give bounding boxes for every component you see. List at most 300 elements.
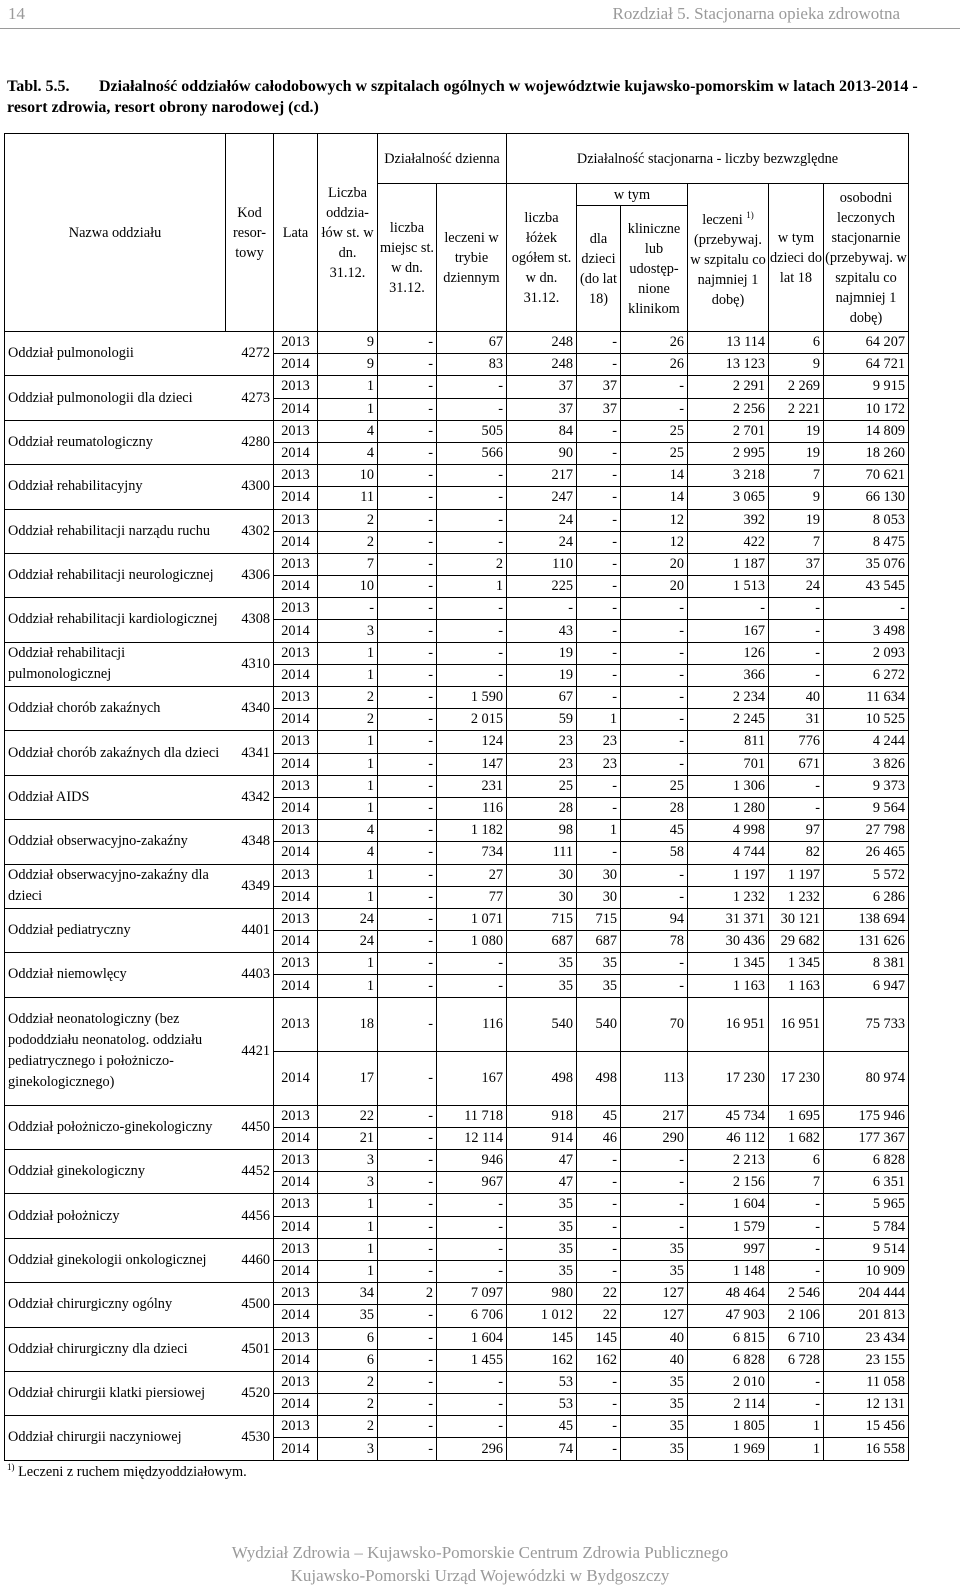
cell-day-places: -	[378, 775, 437, 797]
cell-patient-days: 27 798	[824, 820, 909, 842]
cell-beds-children: -	[577, 687, 621, 709]
cell-beds-clinics: -	[621, 731, 688, 753]
cell-treated: 45 734	[688, 1105, 769, 1127]
cell-treated: 1 604	[688, 1194, 769, 1216]
cell-treated-children: 17 230	[769, 1051, 824, 1105]
cell-day-treated: -	[437, 487, 507, 509]
cell-day-treated: -	[437, 1371, 507, 1393]
cell-treated-children: -	[769, 598, 824, 620]
cell-beds-children: -	[577, 465, 621, 487]
ward-code: 4341	[226, 731, 274, 775]
data-table	[4, 133, 909, 1461]
table-row	[5, 1238, 909, 1260]
cell-treated-children: 40	[769, 687, 824, 709]
ward-code: 4349	[226, 864, 274, 908]
cell-day-treated: 1 080	[437, 931, 507, 953]
cell-ward-count: 24	[318, 931, 378, 953]
cell-day-treated: 1 071	[437, 908, 507, 930]
cell-patient-days: 8 381	[824, 953, 909, 975]
cell-beds-total: 498	[507, 1051, 577, 1105]
cell-patient-days: 6 286	[824, 886, 909, 908]
cell-beds-children: 22	[577, 1283, 621, 1305]
cell-patient-days: 23 155	[824, 1349, 909, 1371]
cell-beds-children: 498	[577, 1051, 621, 1105]
cell-beds-clinics: 20	[621, 576, 688, 598]
cell-beds-total: 19	[507, 642, 577, 664]
cell-patient-days: 4 244	[824, 731, 909, 753]
cell-beds-clinics: -	[621, 398, 688, 420]
cell-patient-days: 64 721	[824, 354, 909, 376]
cell-treated: 1 280	[688, 797, 769, 819]
cell-beds-clinics: 26	[621, 354, 688, 376]
cell-day-places: -	[378, 842, 437, 864]
table-row	[5, 687, 909, 709]
cell-treated-children: 6	[769, 1150, 824, 1172]
cell-year: 2014	[274, 1394, 318, 1416]
cell-patient-days: 2 093	[824, 642, 909, 664]
cell-patient-days: 5 965	[824, 1194, 909, 1216]
cell-year: 2013	[274, 908, 318, 930]
cell-beds-clinics: -	[621, 753, 688, 775]
cell-treated-children: 19	[769, 420, 824, 442]
cell-beds-total: 248	[507, 332, 577, 354]
table-row	[5, 1283, 909, 1305]
cell-ward-count: 21	[318, 1127, 378, 1149]
cell-patient-days: -	[824, 598, 909, 620]
cell-treated-children: 2 106	[769, 1305, 824, 1327]
cell-year: 2014	[274, 442, 318, 464]
cell-beds-children: 37	[577, 398, 621, 420]
table-row	[5, 864, 909, 886]
cell-treated: 2 291	[688, 376, 769, 398]
ward-code: 4302	[226, 509, 274, 553]
cell-patient-days: 70 621	[824, 465, 909, 487]
cell-patient-days: 10 172	[824, 398, 909, 420]
cell-day-places: -	[378, 332, 437, 354]
ward-code: 4401	[226, 908, 274, 952]
cell-treated: 13 114	[688, 332, 769, 354]
cell-day-treated: -	[437, 1194, 507, 1216]
cell-treated-children: 1	[769, 1438, 824, 1460]
table-row	[5, 598, 909, 620]
cell-patient-days: 138 694	[824, 908, 909, 930]
table-row	[5, 465, 909, 487]
cell-patient-days: 64 207	[824, 332, 909, 354]
ward-name: Oddział rehabilitacji neurologicznej	[5, 553, 226, 597]
cell-ward-count: 1	[318, 864, 378, 886]
chapter-title: Rozdział 5. Stacjonarna opieka zdrowotna	[612, 4, 900, 23]
cell-beds-clinics: 127	[621, 1305, 688, 1327]
cell-patient-days: 6 272	[824, 664, 909, 686]
cell-beds-children: -	[577, 1260, 621, 1282]
cell-beds-clinics: -	[621, 1150, 688, 1172]
table-body	[5, 332, 909, 1461]
cell-treated: 6 815	[688, 1327, 769, 1349]
cell-treated: 1 197	[688, 864, 769, 886]
cell-patient-days: 204 444	[824, 1283, 909, 1305]
cell-treated-children: 6 710	[769, 1327, 824, 1349]
cell-beds-total: 67	[507, 687, 577, 709]
table-row	[5, 642, 909, 664]
cell-beds-clinics: 113	[621, 1051, 688, 1105]
cell-treated-children: 37	[769, 553, 824, 575]
cell-beds-total: 47	[507, 1150, 577, 1172]
cell-beds-clinics: 45	[621, 820, 688, 842]
footer-line-1: Wydział Zdrowia – Kujawsko-Pomorskie Centrum Zdrowia Publicznego	[231, 1543, 729, 1562]
cell-day-places: -	[378, 1349, 437, 1371]
cell-ward-count: 3	[318, 1172, 378, 1194]
cell-day-places: -	[378, 953, 437, 975]
cell-treated-children: 9	[769, 354, 824, 376]
table-title-text: Działalność oddziałów całodobowych w szpitalach ogólnych w województwie kujawsko-pomorskim w latach 2013-2014 - resort zdrowia, resort obrony narodowej (cd.)	[7, 78, 918, 116]
cell-day-places: -	[378, 1327, 437, 1349]
cell-treated-children: 2 221	[769, 398, 824, 420]
cell-day-treated: -	[437, 953, 507, 975]
cell-ward-count: 35	[318, 1305, 378, 1327]
cell-beds-children: -	[577, 842, 621, 864]
cell-day-places: -	[378, 1305, 437, 1327]
cell-treated: 4 744	[688, 842, 769, 864]
cell-year: 2013	[274, 731, 318, 753]
cell-beds-children: 540	[577, 997, 621, 1051]
cell-treated: 1 513	[688, 576, 769, 598]
cell-year: 2013	[274, 997, 318, 1051]
cell-year: 2013	[274, 1105, 318, 1127]
cell-beds-total: 980	[507, 1283, 577, 1305]
cell-treated-children: 6 728	[769, 1349, 824, 1371]
header-treated-children: w tym dzieci do lat 18	[769, 184, 824, 332]
cell-beds-total: 687	[507, 931, 577, 953]
cell-beds-children: -	[577, 775, 621, 797]
header-beds-total: liczba łóżek ogółem st. w dn. 31.12.	[507, 184, 577, 332]
header-treated-footnote-mark: 1)	[746, 210, 754, 221]
ward-name: Oddział neonatologiczny (bez pododdziału neonatolog. oddziału pediatrycznego i położniczo-ginekologicznego)	[5, 997, 226, 1105]
cell-day-places: -	[378, 1416, 437, 1438]
cell-patient-days: 14 809	[824, 420, 909, 442]
table-row	[5, 376, 909, 398]
cell-day-places: -	[378, 1371, 437, 1393]
cell-beds-children: 1	[577, 820, 621, 842]
cell-patient-days: 16 558	[824, 1438, 909, 1460]
cell-day-treated: 67	[437, 332, 507, 354]
cell-ward-count: 9	[318, 354, 378, 376]
ward-code: 4501	[226, 1327, 274, 1371]
cell-treated: 2 156	[688, 1172, 769, 1194]
table-row	[5, 1105, 909, 1127]
ward-name: Oddział rehabilitacji kardiologicznej	[5, 598, 226, 642]
cell-day-treated: 1 604	[437, 1327, 507, 1349]
cell-ward-count: -	[318, 598, 378, 620]
table-row	[5, 332, 909, 354]
cell-beds-clinics: -	[621, 864, 688, 886]
cell-treated-children: 19	[769, 442, 824, 464]
cell-treated: 6 828	[688, 1349, 769, 1371]
cell-patient-days: 26 465	[824, 842, 909, 864]
cell-treated-children: -	[769, 1371, 824, 1393]
ward-code: 4300	[226, 465, 274, 509]
cell-day-treated: 167	[437, 1051, 507, 1105]
cell-treated: 16 951	[688, 997, 769, 1051]
cell-beds-clinics: 35	[621, 1260, 688, 1282]
cell-beds-children: 23	[577, 753, 621, 775]
cell-day-places: -	[378, 1150, 437, 1172]
cell-patient-days: 6 828	[824, 1150, 909, 1172]
cell-ward-count: 1	[318, 1238, 378, 1260]
cell-ward-count: 4	[318, 842, 378, 864]
cell-patient-days: 175 946	[824, 1105, 909, 1127]
cell-beds-children: -	[577, 420, 621, 442]
cell-beds-clinics: -	[621, 687, 688, 709]
cell-treated-children: -	[769, 797, 824, 819]
cell-beds-clinics: 12	[621, 531, 688, 553]
ward-code: 4520	[226, 1371, 274, 1415]
header-day-treated: leczeni w trybie dziennym	[437, 184, 507, 332]
cell-year: 2013	[274, 465, 318, 487]
cell-day-treated: 946	[437, 1150, 507, 1172]
cell-ward-count: 1	[318, 664, 378, 686]
cell-day-places: -	[378, 1216, 437, 1238]
cell-year: 2014	[274, 354, 318, 376]
cell-patient-days: 18 260	[824, 442, 909, 464]
cell-year: 2013	[274, 420, 318, 442]
cell-beds-total: 225	[507, 576, 577, 598]
cell-beds-children: 30	[577, 864, 621, 886]
cell-day-places: -	[378, 664, 437, 686]
ward-code: 4340	[226, 687, 274, 731]
cell-day-treated: 83	[437, 354, 507, 376]
header-day-activity: Działalność dzienna	[378, 134, 507, 184]
cell-beds-total: 248	[507, 354, 577, 376]
cell-beds-total: 23	[507, 731, 577, 753]
cell-year: 2014	[274, 931, 318, 953]
cell-treated: 2 114	[688, 1394, 769, 1416]
cell-ward-count: 10	[318, 576, 378, 598]
footnote-mark: 1)	[7, 1462, 15, 1472]
cell-day-places: -	[378, 1238, 437, 1260]
cell-beds-clinics: 25	[621, 775, 688, 797]
ward-name: Oddział położniczo-ginekologiczny	[5, 1105, 226, 1149]
ward-name: Oddział pulmonologii dla dzieci	[5, 376, 226, 420]
cell-ward-count: 24	[318, 908, 378, 930]
cell-ward-count: 1	[318, 953, 378, 975]
cell-beds-total: 35	[507, 975, 577, 997]
cell-beds-clinics: -	[621, 1216, 688, 1238]
cell-day-places: -	[378, 420, 437, 442]
cell-beds-total: 111	[507, 842, 577, 864]
cell-treated-children: 16 951	[769, 997, 824, 1051]
cell-beds-clinics: 40	[621, 1327, 688, 1349]
cell-patient-days: 35 076	[824, 553, 909, 575]
cell-day-treated: 27	[437, 864, 507, 886]
cell-ward-count: 1	[318, 1216, 378, 1238]
cell-treated-children: -	[769, 1260, 824, 1282]
cell-beds-children: -	[577, 576, 621, 598]
cell-day-places: -	[378, 731, 437, 753]
cell-beds-clinics: -	[621, 664, 688, 686]
cell-beds-children: -	[577, 797, 621, 819]
cell-treated: 701	[688, 753, 769, 775]
cell-year: 2014	[274, 531, 318, 553]
table-row	[5, 1150, 909, 1172]
cell-beds-children: -	[577, 598, 621, 620]
cell-day-treated: -	[437, 1260, 507, 1282]
cell-ward-count: 1	[318, 376, 378, 398]
cell-ward-count: 22	[318, 1105, 378, 1127]
table-row	[5, 1371, 909, 1393]
cell-day-places: -	[378, 797, 437, 819]
cell-year: 2014	[274, 1260, 318, 1282]
cell-beds-clinics: -	[621, 598, 688, 620]
cell-patient-days: 131 626	[824, 931, 909, 953]
cell-day-treated: 1 182	[437, 820, 507, 842]
header-code: Kod resor-towy	[226, 134, 274, 332]
cell-beds-total: 23	[507, 753, 577, 775]
cell-day-treated: 116	[437, 797, 507, 819]
cell-beds-children: 162	[577, 1349, 621, 1371]
cell-beds-total: 28	[507, 797, 577, 819]
cell-day-places: -	[378, 398, 437, 420]
cell-year: 2014	[274, 1051, 318, 1105]
table-row	[5, 908, 909, 930]
header-inpatient: Działalność stacjonarna - liczby bezwzględne	[507, 134, 909, 184]
cell-beds-clinics: 35	[621, 1371, 688, 1393]
footnote	[7, 1462, 247, 1481]
ward-code: 4460	[226, 1238, 274, 1282]
cell-beds-total: 37	[507, 398, 577, 420]
ward-name: Oddział ginekologii onkologicznej	[5, 1238, 226, 1282]
cell-day-treated: 296	[437, 1438, 507, 1460]
cell-ward-count: 2	[318, 1371, 378, 1393]
table-number: Tabl. 5.5.	[7, 78, 70, 95]
cell-day-treated: -	[437, 509, 507, 531]
cell-ward-count: 9	[318, 332, 378, 354]
cell-beds-clinics: 35	[621, 1394, 688, 1416]
cell-treated: 31 371	[688, 908, 769, 930]
ward-name: Oddział chorób zakaźnych	[5, 687, 226, 731]
cell-beds-clinics: 78	[621, 931, 688, 953]
cell-treated: 3 065	[688, 487, 769, 509]
cell-treated-children: 7	[769, 531, 824, 553]
cell-treated-children: 2 546	[769, 1283, 824, 1305]
header-ward-count: Liczba oddzia-łów st. w dn. 31.12.	[318, 134, 378, 332]
cell-beds-total: 110	[507, 553, 577, 575]
cell-year: 2014	[274, 1127, 318, 1149]
table-row	[5, 820, 909, 842]
cell-day-places: -	[378, 642, 437, 664]
cell-treated: 47 903	[688, 1305, 769, 1327]
cell-patient-days: 15 456	[824, 1416, 909, 1438]
cell-ward-count: 17	[318, 1051, 378, 1105]
cell-beds-clinics: 28	[621, 797, 688, 819]
cell-treated-children: -	[769, 1394, 824, 1416]
cell-ward-count: 1	[318, 975, 378, 997]
cell-treated-children: 7	[769, 465, 824, 487]
ward-code: 4500	[226, 1283, 274, 1327]
cell-beds-clinics: 35	[621, 1238, 688, 1260]
table-row	[5, 509, 909, 531]
cell-day-places: -	[378, 709, 437, 731]
cell-day-places: -	[378, 509, 437, 531]
cell-year: 2013	[274, 1371, 318, 1393]
cell-beds-children: -	[577, 1150, 621, 1172]
cell-beds-children: -	[577, 1172, 621, 1194]
cell-treated: 2 701	[688, 420, 769, 442]
ward-code: 4280	[226, 420, 274, 464]
cell-treated: 1 345	[688, 953, 769, 975]
cell-treated: 126	[688, 642, 769, 664]
cell-year: 2013	[274, 376, 318, 398]
cell-patient-days: 5 784	[824, 1216, 909, 1238]
cell-treated-children: 1 232	[769, 886, 824, 908]
cell-day-treated: 967	[437, 1172, 507, 1194]
cell-patient-days: 6 947	[824, 975, 909, 997]
cell-year: 2014	[274, 1216, 318, 1238]
cell-year: 2014	[274, 398, 318, 420]
cell-day-treated: -	[437, 598, 507, 620]
cell-treated-children: 1 695	[769, 1105, 824, 1127]
cell-beds-children: 715	[577, 908, 621, 930]
cell-beds-total: 162	[507, 1349, 577, 1371]
ward-code: 4421	[226, 997, 274, 1105]
cell-beds-children: 1	[577, 709, 621, 731]
header-ward-name: Nazwa oddziału	[5, 134, 226, 332]
ward-name: Oddział ginekologiczny	[5, 1150, 226, 1194]
cell-day-places: -	[378, 931, 437, 953]
cell-treated: 48 464	[688, 1283, 769, 1305]
cell-beds-clinics: -	[621, 975, 688, 997]
cell-day-places: -	[378, 442, 437, 464]
cell-beds-clinics: 26	[621, 332, 688, 354]
table-row	[5, 1327, 909, 1349]
cell-patient-days: 9 915	[824, 376, 909, 398]
cell-patient-days: 5 572	[824, 864, 909, 886]
header-treated	[688, 184, 769, 332]
cell-day-places: -	[378, 531, 437, 553]
cell-beds-clinics: 14	[621, 487, 688, 509]
cell-day-treated: 7 097	[437, 1283, 507, 1305]
cell-beds-clinics: 40	[621, 1349, 688, 1371]
cell-treated-children: -	[769, 664, 824, 686]
cell-ward-count: 1	[318, 398, 378, 420]
cell-patient-days: 10 525	[824, 709, 909, 731]
cell-beds-clinics: -	[621, 886, 688, 908]
cell-ward-count: 6	[318, 1327, 378, 1349]
table-row	[5, 1194, 909, 1216]
cell-treated: 422	[688, 531, 769, 553]
cell-year: 2014	[274, 1305, 318, 1327]
cell-ward-count: 11	[318, 487, 378, 509]
cell-treated: 2 010	[688, 1371, 769, 1393]
cell-treated: 1 232	[688, 886, 769, 908]
cell-patient-days: 11 634	[824, 687, 909, 709]
cell-treated-children: 2 269	[769, 376, 824, 398]
cell-year: 2014	[274, 664, 318, 686]
cell-treated-children: 9	[769, 487, 824, 509]
cell-ward-count: 18	[318, 997, 378, 1051]
cell-beds-total: 715	[507, 908, 577, 930]
cell-beds-total: -	[507, 598, 577, 620]
cell-ward-count: 34	[318, 1283, 378, 1305]
cell-year: 2014	[274, 842, 318, 864]
cell-treated: 17 230	[688, 1051, 769, 1105]
cell-patient-days: 9 564	[824, 797, 909, 819]
cell-day-places: -	[378, 820, 437, 842]
cell-treated-children: 29 682	[769, 931, 824, 953]
footer-line-2: Kujawsko-Pomorski Urząd Wojewódzki w Bydgoszczy	[290, 1566, 670, 1585]
cell-day-places: -	[378, 553, 437, 575]
cell-ward-count: 1	[318, 775, 378, 797]
cell-day-treated: -	[437, 1394, 507, 1416]
